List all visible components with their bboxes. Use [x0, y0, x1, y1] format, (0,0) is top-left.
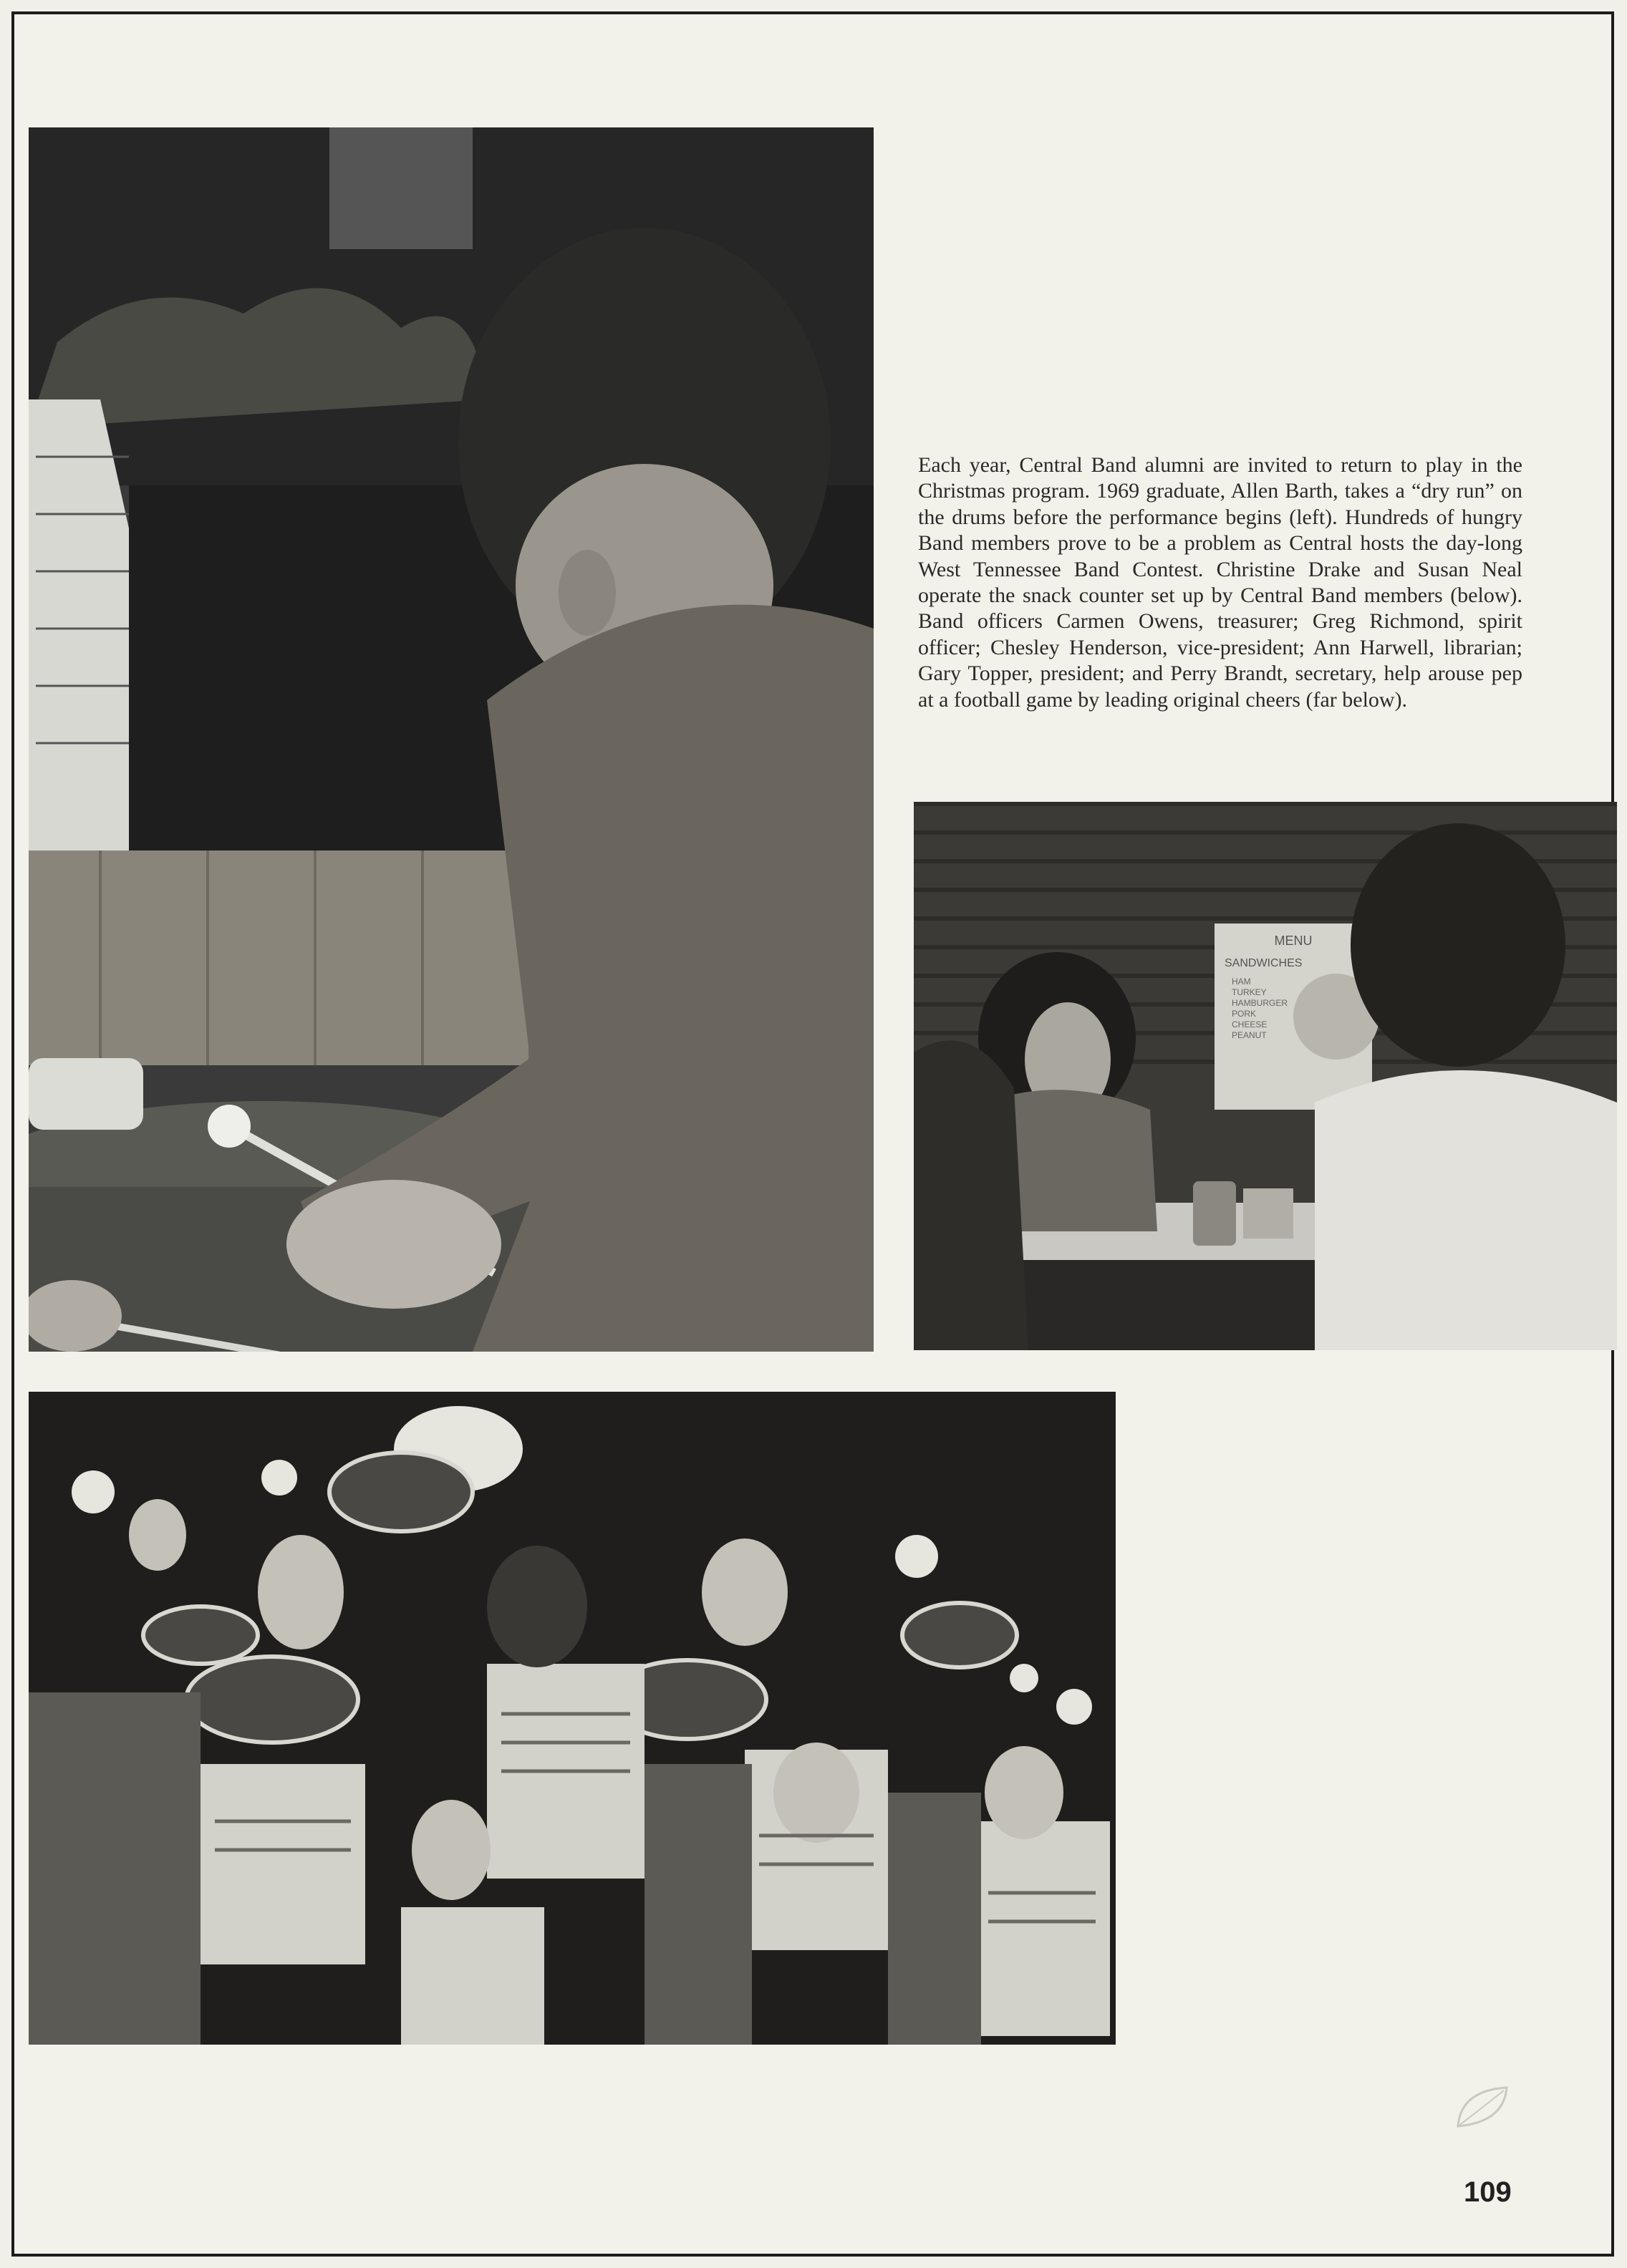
menu-item: HAM — [1232, 976, 1251, 987]
snack-photo-image — [914, 802, 1617, 1350]
yearbook-page — [11, 11, 1614, 2257]
photo-snack-counter — [914, 802, 1617, 1350]
photo-drummer-allen-barth — [29, 127, 874, 1352]
menu-heading: SANDWICHES — [1225, 957, 1303, 969]
photo-band-officers-cheering — [29, 1392, 1116, 2045]
menu-item: PORK — [1232, 1009, 1257, 1019]
menu-item: CHEESE — [1232, 1019, 1268, 1029]
menu-title: MENU — [1274, 934, 1313, 948]
page-number: 109 — [1464, 2176, 1512, 2208]
cheer-photo-image — [29, 1392, 1116, 2045]
menu-item: HAMBURGER — [1232, 998, 1288, 1008]
drummer-photo-image — [29, 127, 874, 1352]
leaf-icon — [1454, 2083, 1511, 2133]
photo-caption: Each year, Central Band alumni are invited to return to play in the Christmas program. 1969 graduate, Allen Barth, takes a “dry run” on the drums before the performance begins (left). Hundreds of hungry Band members prove to be a problem as Central hosts the day-long West Tennessee Band Contest. Christine Drake and Susan Neal operate the snack counter set up by Central Band members (below). Band officers Carmen Owens, treasurer; Greg Richmond, spirit officer; Chesley Henderson, vice-president; Ann Harwell, librarian; Gary Topper, president; and Perry Brandt, secretary, help arouse pep at a football game by leading original cheers (far below). — [918, 453, 1522, 712]
menu-item: TURKEY — [1232, 987, 1267, 997]
menu-item: PEANUT — [1232, 1030, 1267, 1040]
